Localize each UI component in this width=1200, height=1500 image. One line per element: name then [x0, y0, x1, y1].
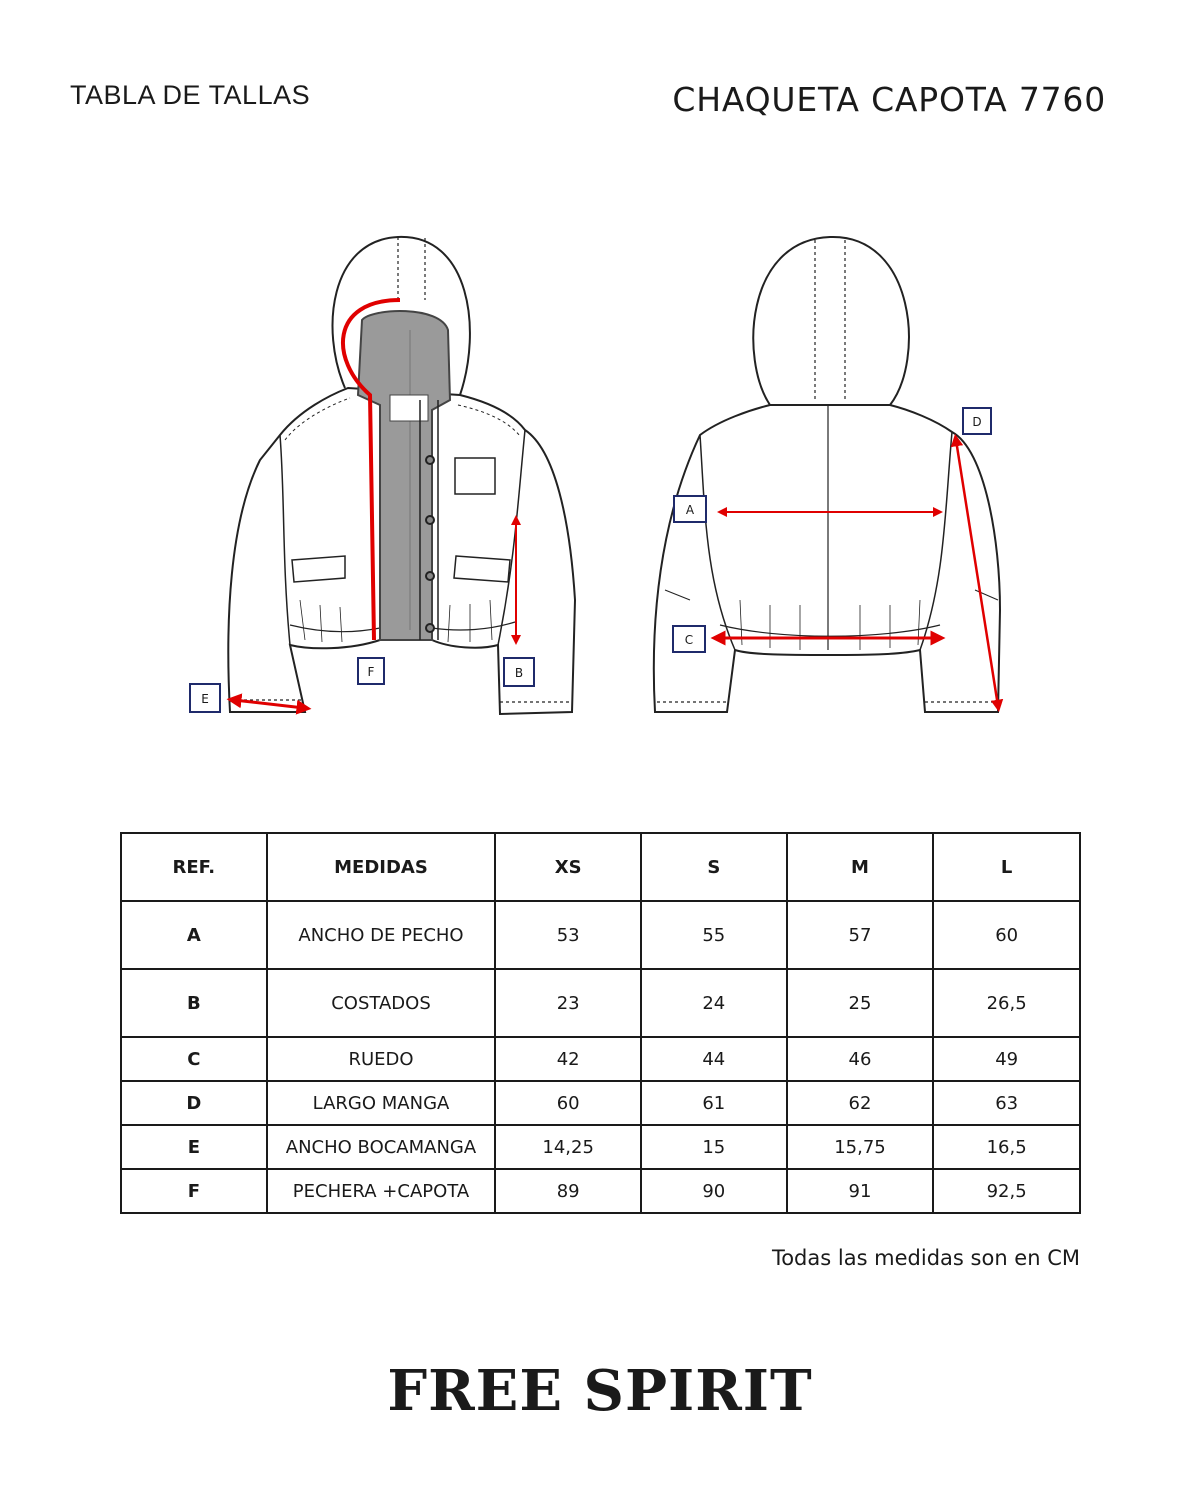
- svg-text:F: F: [367, 665, 375, 679]
- cell-medida: PECHERA +CAPOTA: [267, 1169, 496, 1213]
- units-note: Todas las medidas son en CM: [771, 1246, 1080, 1270]
- cell-l: 26,5: [933, 969, 1080, 1037]
- label-box-f: [358, 658, 384, 684]
- cell-l: 92,5: [933, 1169, 1080, 1213]
- cell-s: 44: [641, 1037, 787, 1081]
- svg-text:A: A: [685, 503, 695, 517]
- label-box-b: [504, 658, 534, 686]
- label-box-e: [190, 684, 220, 712]
- cell-m: 15,75: [787, 1125, 934, 1169]
- svg-text:B: B: [514, 666, 524, 680]
- cell-xs: 14,25: [495, 1125, 641, 1169]
- cell-m: 46: [787, 1037, 934, 1081]
- cell-xs: 89: [495, 1169, 641, 1213]
- svg-text:D: D: [972, 415, 982, 429]
- cell-xs: 60: [495, 1081, 641, 1125]
- header-ref: REF.: [121, 833, 267, 901]
- label-box-c: [673, 626, 705, 652]
- cell-l: 49: [933, 1037, 1080, 1081]
- table-row: [121, 1037, 1080, 1081]
- cell-medida: ANCHO BOCAMANGA: [267, 1125, 496, 1169]
- cell-s: 90: [641, 1169, 787, 1213]
- cell-m: 62: [787, 1081, 934, 1125]
- cell-s: 24: [641, 969, 787, 1037]
- cell-medida: LARGO MANGA: [267, 1081, 496, 1125]
- product-title: CHAQUETA CAPOTA 7760: [672, 80, 1106, 119]
- jacket-technical-drawing: [0, 200, 1200, 760]
- cell-xs: 23: [495, 969, 641, 1037]
- cell-ref: A: [121, 901, 267, 969]
- header-s: S: [641, 833, 787, 901]
- cell-ref: F: [121, 1169, 267, 1213]
- svg-text:C: C: [684, 633, 694, 647]
- table-row: [121, 1169, 1080, 1213]
- cell-ref: D: [121, 1081, 267, 1125]
- header-xs: XS: [495, 833, 641, 901]
- svg-text:E: E: [201, 692, 209, 706]
- table-header-row: [121, 833, 1080, 901]
- brand-logo: FREE SPIRIT: [387, 1358, 813, 1424]
- cell-s: 61: [641, 1081, 787, 1125]
- cell-ref: B: [121, 969, 267, 1037]
- cell-s: 55: [641, 901, 787, 969]
- cell-medida: COSTADOS: [267, 969, 496, 1037]
- label-box-a: [674, 496, 706, 522]
- size-table: [120, 832, 1081, 1214]
- cell-medida: ANCHO DE PECHO: [267, 901, 496, 969]
- cell-xs: 42: [495, 1037, 641, 1081]
- header-medidas: MEDIDAS: [267, 833, 496, 901]
- header-l: L: [933, 833, 1080, 901]
- cell-m: 57: [787, 901, 934, 969]
- cell-xs: 53: [495, 901, 641, 969]
- table-row: [121, 1125, 1080, 1169]
- cell-m: 25: [787, 969, 934, 1037]
- cell-l: 63: [933, 1081, 1080, 1125]
- cell-l: 16,5: [933, 1125, 1080, 1169]
- label-box-d: [963, 408, 991, 434]
- cell-medida: RUEDO: [267, 1037, 496, 1081]
- cell-l: 60: [933, 901, 1080, 969]
- jacket-front-view: [228, 237, 575, 714]
- table-row: [121, 901, 1080, 969]
- size-chart-title: TABLA DE TALLAS: [70, 80, 311, 110]
- cell-ref: E: [121, 1125, 267, 1169]
- cell-m: 91: [787, 1169, 934, 1213]
- cell-ref: C: [121, 1037, 267, 1081]
- header-m: M: [787, 833, 934, 901]
- table-row: [121, 1081, 1080, 1125]
- table-row: [121, 969, 1080, 1037]
- cell-s: 15: [641, 1125, 787, 1169]
